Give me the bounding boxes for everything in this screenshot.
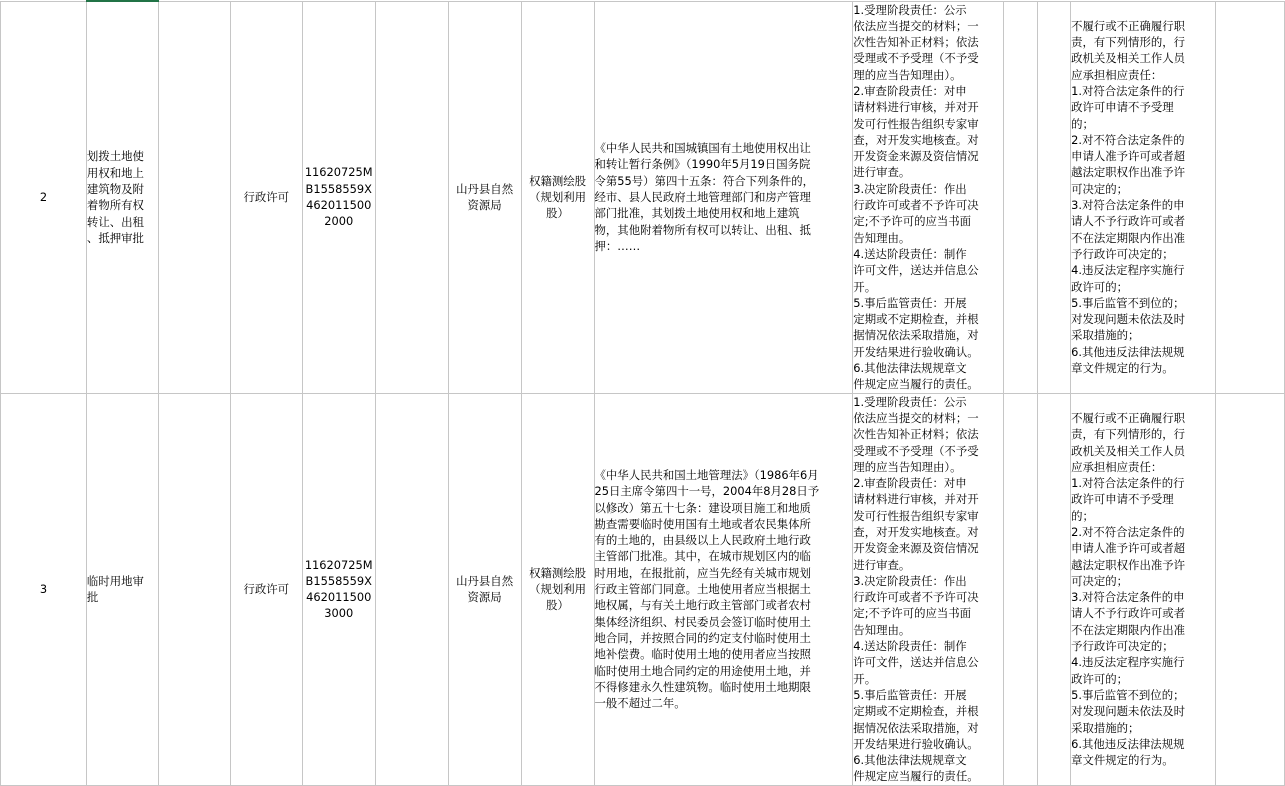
cell-department[interactable]: 山丹县自然 资源局	[448, 1, 521, 393]
cell-blank[interactable]	[1215, 393, 1284, 785]
cell-sub-item[interactable]	[158, 393, 230, 785]
cell-liability[interactable]: 不履行或不正确履行职 责，有下列情形的，行 政机关及相关工作人员 应承担相应责任： 1.对符合法定条件的行 政许可申请不予受理 的； 2.对不符合法定条件的 申请人准予许可或者超 越法定职权作出准予许 可决定的； 3.对符合法定条件的申 请人不予行政许可或者 不在法定期限内作出准 予行政许可决定的； 4.违反法定程序实施行 政许可的； 5.事后监管不到位的； 对发现问题未依法及时 采取措施的； 6.其他违反法律法规规 章文件规定的行为。	[1071, 1, 1216, 393]
cell-department[interactable]: 山丹县自然 资源局	[448, 393, 521, 785]
table-row	[1, 1, 1285, 393]
cell-blank[interactable]	[1004, 393, 1038, 785]
cell-blank[interactable]	[1038, 393, 1071, 785]
cell-seq[interactable]: 2	[1, 1, 87, 393]
cell-office[interactable]: 权籍测绘股 （规划利用 股）	[521, 393, 594, 785]
table-row	[1, 393, 1285, 785]
cell-sub-item[interactable]	[158, 1, 230, 393]
cell-blank[interactable]	[1004, 1, 1038, 393]
cell-liability[interactable]: 不履行或不正确履行职 责，有下列情形的，行 政机关及相关工作人员 应承担相应责任： 1.对符合法定条件的行 政许可申请不予受理 的； 2.对不符合法定条件的 申请人准予许可或者超 越法定职权作出准予许 可决定的； 3.对符合法定条件的申 请人不予行政许可或者 不在法定期限内作出准 予行政许可决定的； 4.违反法定程序实施行 政许可的； 5.事后监管不到位的； 对发现问题未依法及时 采取措施的； 6.其他违反法律法规规 章文件规定的行为。	[1071, 393, 1216, 785]
cell-type[interactable]: 行政许可	[230, 1, 302, 393]
cell-blank[interactable]	[375, 1, 448, 393]
cell-legal-basis[interactable]: 《中华人民共和国城镇国有土地使用权出让 和转让暂行条例》（1990年5月19日国务院 令第55号）第四十五条：符合下列条件的， 经市、县人民政府土地管理部门和房产管理 部门批准，其划拨土地使用权和地上建筑 物，其他附着物所有权可以转让、出租、抵 押：……	[594, 1, 853, 393]
cell-item-name[interactable]: 划拨土地使 用权和地上 建筑物及附 着物所有权 转让、出租 、抵押审批	[86, 1, 158, 393]
cell-type[interactable]: 行政许可	[230, 393, 302, 785]
cell-seq[interactable]: 3	[1, 393, 87, 785]
cell-duty-items[interactable]: 1.受理阶段责任：公示 依法应当提交的材料；一 次性告知补正材料；依法 受理或不予受理（不予受 理的应当告知理由）。 2.审查阶段责任：对申 请材料进行审核，并对开 发可行性报告组织专家审 查，对开发实地核查。对 开发资金来源及资信情况 进行审查。 3.决定阶段责任：作出 行政许可或者不予许可决 定;不予许可的应当书面 告知理由。 4.送达阶段责任：制作 许可文件，送达并信息公 开。 5.事后监管责任：开展 定期或不定期检查，并根 据情况依法采取措施，对 开发结果进行验收确认。 6.其他法律法规规章文 件规定应当履行的责任。	[853, 393, 1004, 785]
cell-item-name[interactable]: 临时用地审 批	[86, 393, 158, 785]
cell-blank[interactable]	[1038, 1, 1071, 393]
cell-code[interactable]: 11620725M B1558559X 462011500 2000	[302, 1, 375, 393]
cell-duty-items[interactable]: 1.受理阶段责任：公示 依法应当提交的材料；一 次性告知补正材料；依法 受理或不予受理（不予受 理的应当告知理由）。 2.审查阶段责任：对申 请材料进行审核，并对开 发可行性报告组织专家审 查，对开发实地核查。对 开发资金来源及资信情况 进行审查。 3.决定阶段责任：作出 行政许可或者不予许可决 定;不予许可的应当书面 告知理由。 4.送达阶段责任：制作 许可文件，送达并信息公 开。 5.事后监管责任：开展 定期或不定期检查，并根 据情况依法采取措施，对 开发结果进行验收确认。 6.其他法律法规规章文 件规定应当履行的责任。	[853, 1, 1004, 393]
cell-office[interactable]: 权籍测绘股 （规划利用 股）	[521, 1, 594, 393]
cell-legal-basis[interactable]: 《中华人民共和国土地管理法》（1986年6月 25日主席令第四十一号，2004年8月28日予 以修改）第五十七条：建设项目施工和地质 勘查需要临时使用国有土地或者农民集体所 有的土地的，由县级以上人民政府土地行政 主管部门批准。其中，在城市规划区内的临 时用地，在报批前，应当先经有关城市规划 行政主管部门同意。土地使用者应当根据土 地权属，与有关土地行政主管部门或者农村 集体经济组织、村民委员会签订临时使用土 地合同，并按照合同的约定支付临时使用土 地补偿费。临时使用土地的使用者应当按照 临时使用土地合同约定的用途使用土地，并 不得修建永久性建筑物。临时使用土地期限 一般不超过二年。	[594, 393, 853, 785]
cell-blank[interactable]	[1215, 1, 1284, 393]
cell-blank[interactable]	[375, 393, 448, 785]
cell-code[interactable]: 11620725M B1558559X 462011500 3000	[302, 393, 375, 785]
